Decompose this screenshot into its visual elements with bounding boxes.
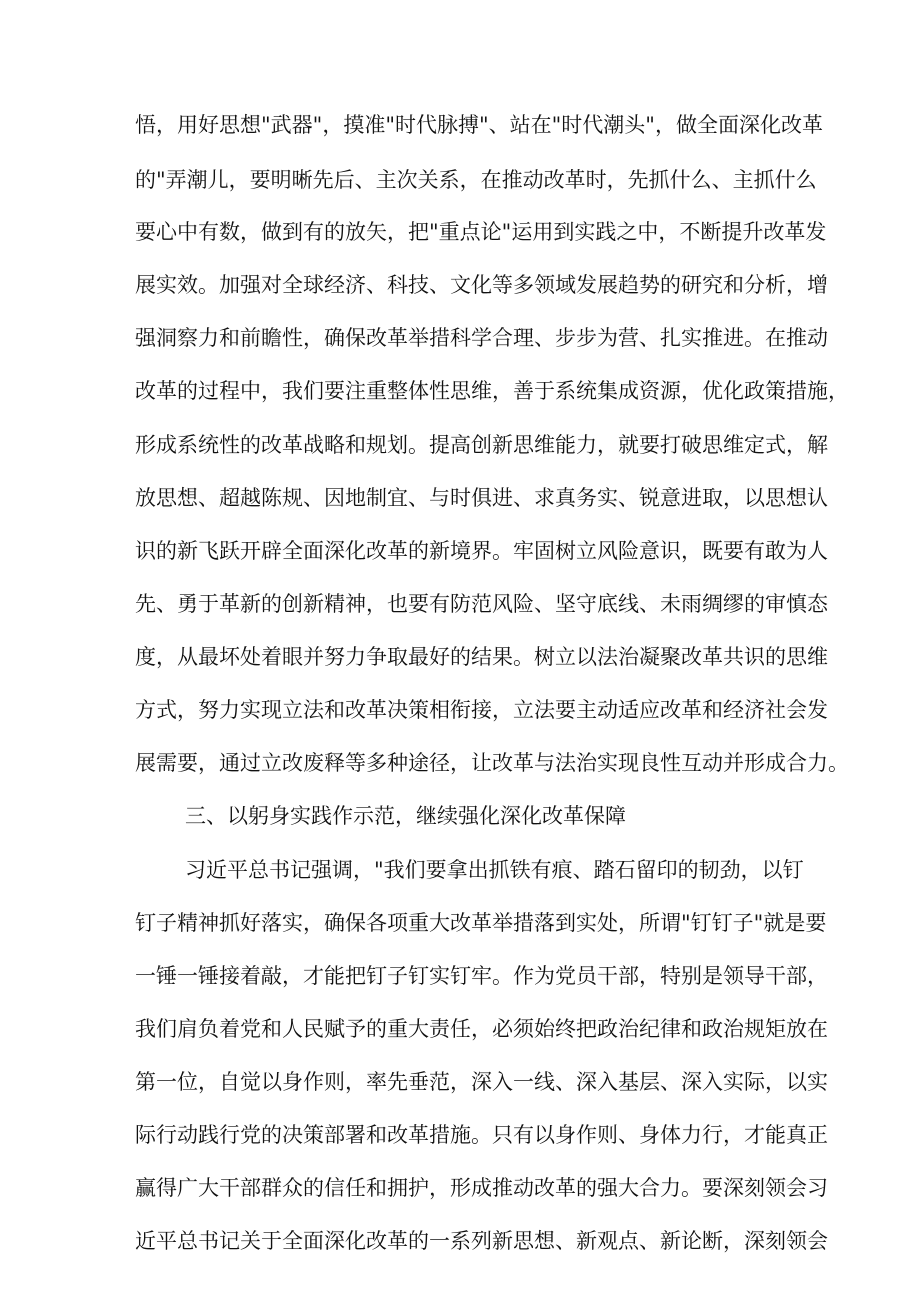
text-line: 悟，用好思想"武器"，摸准"时代脉搏"、站在"时代潮头"，做全面深化改革 <box>135 113 823 137</box>
text-line: 改革的过程中，我们要注重整体性思维，善于系统集成资源，优化政策措施， <box>135 379 849 403</box>
text-line: 钉子精神抓好落实，确保各项重大改革举措落到实处，所谓"钉钉子"就是要 <box>135 911 827 935</box>
text-line: 际行动践行党的决策部署和改革措施。只有以身作则、身体力行，才能真正 <box>135 1123 828 1147</box>
text-line: 第一位，自觉以身作则，率先垂范，深入一线、深入基层、深入实际，以实 <box>135 1070 828 1094</box>
section-heading: 三、以躬身实践作示范，继续强化深化改革保障 <box>185 804 626 828</box>
text-line: 的"弄潮儿，要明晰先后、主次关系，在推动改革时，先抓什么、主抓什么 <box>135 168 817 192</box>
text-line: 强洞察力和前瞻性，确保改革举措科学合理、步步为营、扎实推进。在推动 <box>135 326 828 350</box>
text-line: 近平总书记关于全面深化改革的一系列新思想、新观点、新论断，深刻领会 <box>135 1229 828 1253</box>
text-line: 展实效。加强对全球经济、科技、文化等多领域发展趋势的研究和分析，增 <box>135 273 828 297</box>
text-line: 度，从最坏处着眼并努力争取最好的结果。树立以法治凝聚改革共识的思维 <box>135 645 828 669</box>
text-line: 要心中有数，做到有的放矢，把"重点论"运用到实践之中，不断提升改革发 <box>135 220 827 244</box>
text-line: 放思想、超越陈规、因地制宜、与时俱进、求真务实、锐意进取，以思想认 <box>135 486 828 510</box>
text-line: 形成系统性的改革战略和规划。提高创新思维能力，就要打破思维定式，解 <box>135 433 828 457</box>
text-line: 识的新飞跃开辟全面深化改革的新境界。牢固树立风险意识，既要有敢为人 <box>135 539 828 563</box>
text-line: 方式，努力实现立法和改革决策相衔接，立法要主动适应改革和经济社会发 <box>135 698 828 722</box>
text-line: 赢得广大干部群众的信任和拥护，形成推动改革的强大合力。要深刻领会习 <box>135 1176 828 1200</box>
text-line: 一锤一锤接着敲，才能把钉子钉实钉牢。作为党员干部，特别是领导干部， <box>135 964 828 988</box>
text-line: 习近平总书记强调，"我们要拿出抓铁有痕、踏石留印的韧劲，以钉 <box>185 858 804 882</box>
text-line: 我们肩负着党和人民赋予的重大责任，必须始终把政治纪律和政治规矩放在 <box>135 1017 828 1041</box>
text-line: 先、勇于革新的创新精神，也要有防范风险、坚守底线、未雨绸缪的审慎态 <box>135 592 828 616</box>
text-line: 展需要，通过立改废释等多种途径，让改革与法治实现良性互动并形成合力。 <box>135 751 849 775</box>
